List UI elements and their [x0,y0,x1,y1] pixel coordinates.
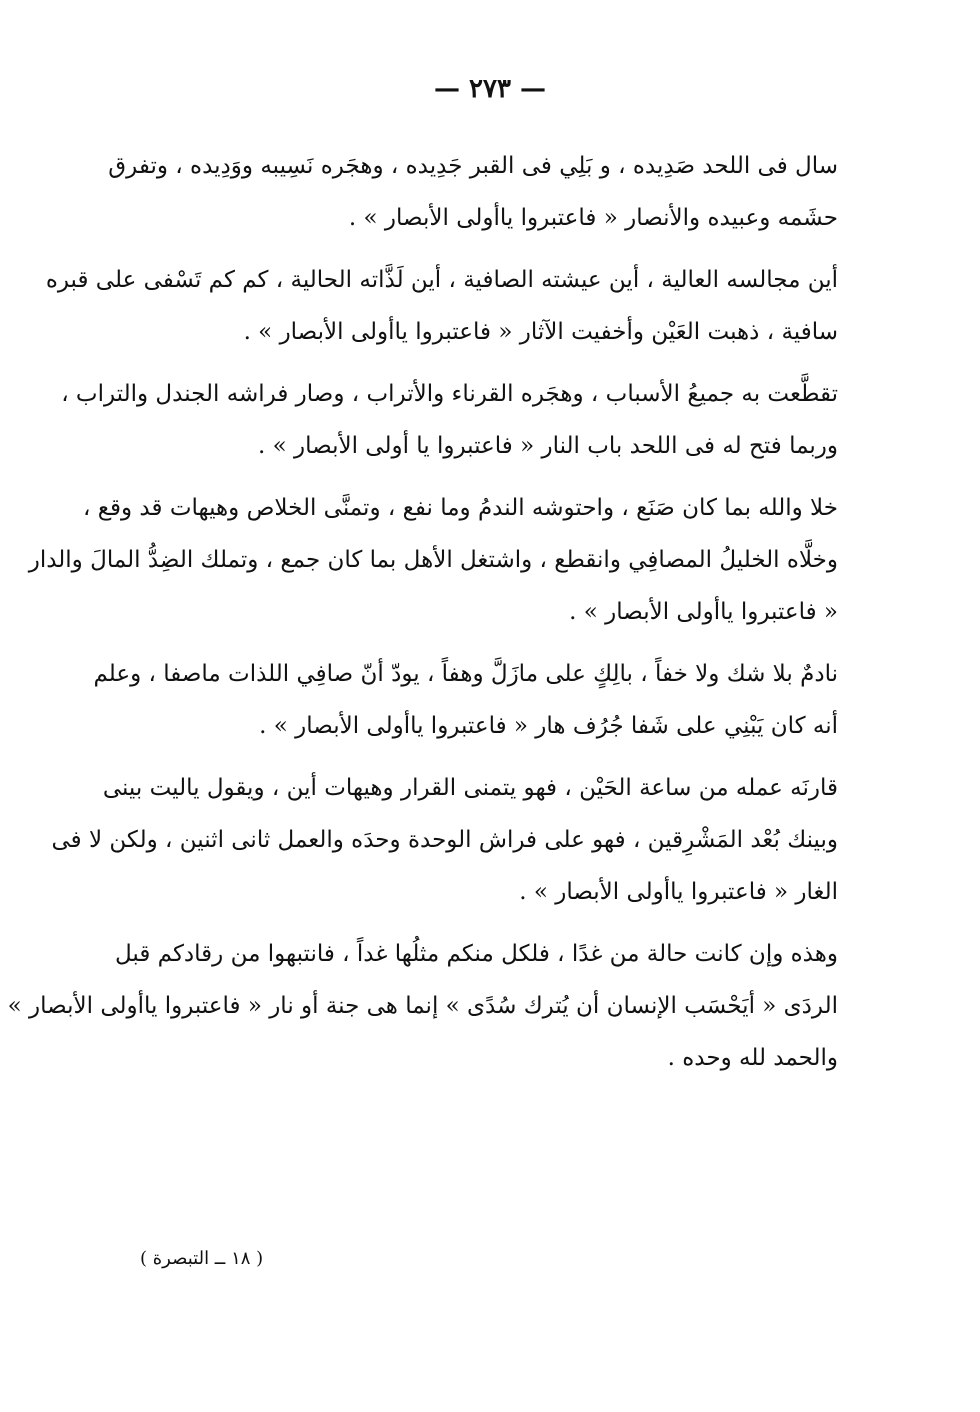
text-line: الردَى « أيَحْسَب الإنسان أن يُترك سُدًى » إنما هى جنة أو نار « فاعتبروا ياأولى الأبصار » [7,993,838,1019]
text-line: حشَمه وعبيده والأنصار « فاعتبروا ياأولى الأبصار » . [348,205,838,231]
text-line: وربما فتح له فى اللحد باب النار « فاعتبروا يا أولى الأبصار » . [258,433,838,459]
text-line: « فاعتبروا ياأولى الأبصار » . [569,599,838,625]
text-line: وخلَّاه الخليلُ المصافِي وانقطع ، واشتغل الأهل بما كان جمع ، وتملك الضِدُّ المالَ والدار [28,547,838,573]
paragraph-5 [93,648,838,752]
paragraph-2 [45,254,838,358]
text-line: خلا والله بما كان صَنَع ، واحتوشه الندمُ وما نفع ، وتمنَّى الخلاص وهيهات قد وقع ، [83,495,838,521]
paragraph-7 [7,928,838,1084]
text-line: نادمٌ بلا شك ولا خفاً ، بالِكٍ على مازَلَّ وهفاً ، يودّ أنّ صافِي اللذات ماصفا ، وعلم [93,661,838,687]
text-line: والحمد لله وحده . [667,1045,838,1071]
paragraph-6 [51,762,838,918]
text-line: الغار « فاعتبروا ياأولى الأبصار » . [519,879,838,905]
paragraph-3 [61,368,838,472]
text-line: أين مجالسه العالية ، أين عيشته الصافية ، أين لَذَّاته الحالية ، كم كم تَسْفى على قبره [45,267,838,293]
paragraph-4 [28,482,838,638]
footer-signature: ( ١٨ ــ التبصرة ) [140,1248,264,1269]
text-line: أنه كان يَبْنِي على شَفا جُرُف هار « فاعتبروا ياأولى الأبصار » . [259,713,838,739]
text-line: وهذه وإن كانت حالة من غدًا ، فلكل منكم مثلُها غداً ، فانتبهوا من رقادكم قبل [114,941,838,967]
text-line: سال فى اللحد صَدِيده ، و بَلِي فى القبر جَدِيده ، وهجَره نَسِيبه ووَدِيده ، وتفرق [108,153,838,179]
text-line: تقطَّعت به جميعُ الأسباب ، وهجَره القرناء والأتراب ، وصار فراشه الجندل والتراب ، [61,381,838,407]
text-line: سافية ، ذهبت العَيْن وأخفيت الآثار « فاعتبروا ياأولى الأبصار » . [243,319,838,345]
text-line: وبينك بُعْد المَشْرِقين ، فهو على فراش الوحدة وحدَه والعمل ثانى اثنين ، ولكن لا فى [51,827,838,853]
text-line: قارنَه عمله من ساعة الحَيْن ، فهو يتمنى القرار وهيهات أين ، ويقول ياليت بينى [102,775,838,801]
page-number: — ٢٧٣ — [433,74,547,104]
paragraph-1 [108,140,838,244]
page-body [7,140,838,1094]
